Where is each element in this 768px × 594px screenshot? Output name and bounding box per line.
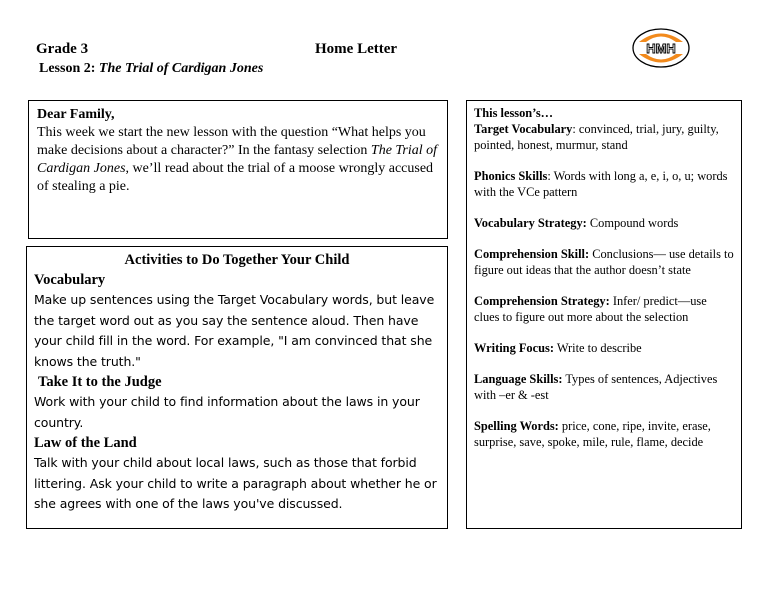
- info-target-vocabulary: Target Vocabulary: convinced, trial, jury, guilty, pointed, honest, murmur, stand: [474, 122, 719, 152]
- logo-text: HMH: [646, 41, 676, 56]
- lesson-title: The Trial of Cardigan Jones: [98, 61, 264, 76]
- info-vocabulary-strategy: Vocabulary Strategy: Compound words: [474, 216, 679, 230]
- info-spelling-words: Spelling Words: price, cone, ripe, invite, erase, surprise, save, spoke, mile, rule, flame, decide: [474, 419, 711, 449]
- info-writing-focus: Writing Focus: Write to describe: [474, 341, 642, 355]
- selection-title: The Trial of Cardigan Jones: [37, 143, 438, 176]
- section-heading-judge: Take It to the Judge: [38, 374, 162, 390]
- greeting: Dear Family,: [37, 107, 115, 122]
- intro-text-1: This week we start the new lesson with the question “What helps you make decisions about a character?” In the fantasy selection: [37, 125, 426, 158]
- section-body-law: Talk with your child about local laws, such as those that forbid littering. Ask your child to write a paragraph about whether he or she agrees with one of the laws you've discussed.: [34, 455, 437, 511]
- grade-label: Grade 3: [36, 41, 89, 57]
- section-heading-vocabulary: Vocabulary: [34, 272, 106, 288]
- info-comprehension-strategy: Comprehension Strategy: Infer/ predict—use clues to figure out more about the selection: [474, 294, 707, 324]
- dear-family-box: [28, 100, 448, 239]
- lesson-line: [39, 61, 263, 77]
- lesson-prefix: Lesson 2:: [39, 61, 96, 76]
- info-comprehension-skill: Comprehension Skill: Conclusions— use details to figure out ideas that the author doesn’t state: [474, 247, 734, 277]
- lesson-info-box: [466, 100, 742, 529]
- section-heading-law: Law of the Land: [34, 435, 137, 451]
- intro-text-2: , we’ll read about the trial of a moose wrongly accused of stealing a pie.: [37, 161, 434, 194]
- activities-box: [26, 246, 448, 529]
- publisher-logo: [631, 27, 691, 69]
- dear-family-text: [37, 124, 439, 196]
- section-body-judge: Work with your child to find information about the laws in your country.: [34, 394, 420, 430]
- info-language-skills: Language Skills: Types of sentences, Adjectives with –er & -est: [474, 372, 718, 402]
- activities-title: Activities to Do Together Your Child: [124, 252, 350, 268]
- home-letter-title: Home Letter: [315, 41, 398, 57]
- lesson-info-title: This lesson’s…: [474, 106, 554, 120]
- section-body-vocabulary: Make up sentences using the Target Vocabulary words, but leave the target word out as you say the sentence aloud. Then have your child fill in the word. For example, "I am convinced that she knows the truth.": [34, 292, 435, 369]
- info-phonics-skills: Phonics Skills: Words with long a, e, i, o, u; words with the VCe pattern: [474, 169, 728, 199]
